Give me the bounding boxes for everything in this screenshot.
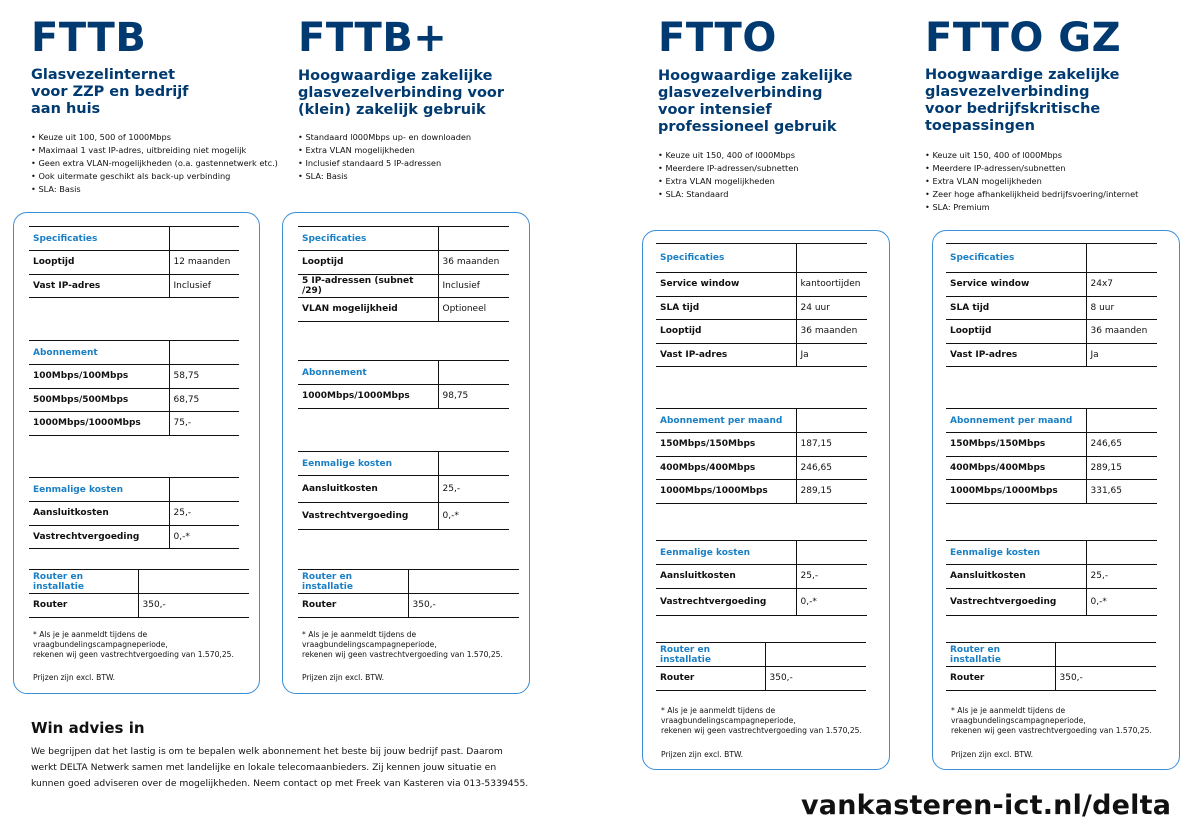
router-table: Router en installatie Router 350,- xyxy=(946,642,1156,691)
specs-table: Specificaties Looptijd 12 maanden Vast IP-adres Inclusief xyxy=(29,226,239,298)
feature-item: • Keuze uit 100, 500 of 1000Mbps xyxy=(31,131,278,144)
feature-item: • SLA: Basis xyxy=(31,183,278,196)
feature-item: • Keuze uit 150, 400 of l000Mbps xyxy=(925,149,1138,162)
product-title: FTTO GZ xyxy=(925,15,1122,61)
feature-list xyxy=(298,131,471,183)
feature-item: • Keuze uit 150, 400 of l000Mbps xyxy=(658,149,798,162)
product-subtitle: Glasvezelinternet voor ZZP en bedrijf aan huis xyxy=(31,67,189,117)
one-time-costs-table: Eenmalige kosten Aansluitkosten 25,- Vastrechtvergoeding 0,-* xyxy=(298,451,509,530)
product-subtitle: Hoogwaardige zakelijke glasvezelverbinding voor intensief professioneel gebruik xyxy=(658,68,853,135)
footnote: * Als je je aanmeldt tijdens de vraagbundelingscampagneperiode, rekenen wij geen vastrechtvergoeding van 1.570,25. xyxy=(302,630,503,659)
feature-item: • Ook uitermate geschikt als back-up verbinding xyxy=(31,170,278,183)
feature-item: • SLA: Premium xyxy=(925,201,1138,214)
feature-list xyxy=(658,149,798,201)
product-title: FTTB xyxy=(31,15,147,61)
specs-table: Specificaties Looptijd 36 maanden 5 IP-adressen (subnet /29) Inclusief VLAN mogelijkheid Optioneel xyxy=(298,226,509,322)
vat-note: Prijzen zijn excl. BTW. xyxy=(33,673,116,682)
product-title: FTTO xyxy=(658,15,777,61)
vat-note: Prijzen zijn excl. BTW. xyxy=(951,750,1034,759)
router-table: Router en installatie Router 350,- xyxy=(29,569,249,618)
subscription-table: Abonnement 1000Mbps/1000Mbps 98,75 xyxy=(298,360,509,409)
feature-list xyxy=(925,149,1138,214)
vat-note: Prijzen zijn excl. BTW. xyxy=(302,673,385,682)
footnote: * Als je je aanmeldt tijdens de vraagbundelingscampagneperiode, rekenen wij geen vastrechtvergoeding van 1.570,25. xyxy=(951,706,1152,735)
router-table: Router en installatie Router 350,- xyxy=(656,642,866,691)
feature-item: • Extra VLAN mogelijkheden xyxy=(925,175,1138,188)
product-subtitle: Hoogwaardige zakelijke glasvezelverbinding voor (klein) zakelijk gebruik xyxy=(298,68,505,118)
product-title: FTTB+ xyxy=(298,15,448,61)
specs-table: Specificaties Service window 24x7 SLA tijd 8 uur Looptijd 36 maanden Vast IP-adres Ja xyxy=(946,243,1157,367)
feature-item: • Extra VLAN mogelijkheden xyxy=(658,175,798,188)
one-time-costs-table: Eenmalige kosten Aansluitkosten 25,- Vastrechtvergoeding 0,-* xyxy=(656,540,867,616)
feature-item: • Meerdere IP-adressen/subnetten xyxy=(925,162,1138,175)
website-url[interactable]: vankasteren-ict.nl/delta xyxy=(801,790,1172,821)
vat-note: Prijzen zijn excl. BTW. xyxy=(661,750,744,759)
feature-item: • SLA: Basis xyxy=(298,170,471,183)
subscription-table: Abonnement 100Mbps/100Mbps 58,75 500Mbps/500Mbps 68,75 1000Mbps/1000Mbps 75,- xyxy=(29,340,239,436)
feature-item: • Inclusief standaard 5 IP-adressen xyxy=(298,157,471,170)
feature-list xyxy=(31,131,278,196)
feature-item: • Extra VLAN mogelijkheden xyxy=(298,144,471,157)
subscription-table: Abonnement per maand 150Mbps/150Mbps 246,65 400Mbps/400Mbps 289,15 1000Mbps/1000Mbps 331,65 xyxy=(946,408,1157,504)
feature-item: • Maximaal 1 vast IP-adres, uitbreiding niet mogelijk xyxy=(31,144,278,157)
one-time-costs-table: Eenmalige kosten Aansluitkosten 25,- Vastrechtvergoeding 0,-* xyxy=(946,540,1157,616)
router-table: Router en installatie Router 350,- xyxy=(298,569,519,618)
feature-item: • Meerdere IP-adressen/subnetten xyxy=(658,162,798,175)
footnote: * Als je je aanmeldt tijdens de vraagbundelingscampagneperiode, rekenen wij geen vastrechtvergoeding van 1.570,25. xyxy=(33,630,234,659)
feature-item: • Zeer hoge afhankelijkheid bedrijfsvoering/internet xyxy=(925,188,1138,201)
footnote: * Als je je aanmeldt tijdens de vraagbundelingscampagneperiode, rekenen wij geen vastrechtvergoeding van 1.570,25. xyxy=(661,706,862,735)
one-time-costs-table: Eenmalige kosten Aansluitkosten 25,- Vastrechtvergoeding 0,-* xyxy=(29,477,239,549)
product-subtitle: Hoogwaardige zakelijke glasvezelverbinding voor bedrijfskritische toepassingen xyxy=(925,67,1120,134)
feature-item: • Standaard l000Mbps up- en downloaden xyxy=(298,131,471,144)
subscription-table: Abonnement per maand 150Mbps/150Mbps 187,15 400Mbps/400Mbps 246,65 1000Mbps/1000Mbps 289,15 xyxy=(656,408,867,504)
specs-table: Specificaties Service window kantoortijden SLA tijd 24 uur Looptijd 36 maanden Vast IP-adres Ja xyxy=(656,243,867,367)
feature-item: • SLA: Standaard xyxy=(658,188,798,201)
advice-text: We begrijpen dat het lastig is om te bepalen welk abonnement het beste bij jouw bedrijf past. Daarom werkt DELTA Netwerk samen met landelijke en lokale telecomaanbieders. Zij kennen jouw situatie en kunnen goed adviseren over de mogelijkheden. Neem contact op met Freek van Kasteren via 013-5339455. xyxy=(31,746,529,789)
feature-item: • Geen extra VLAN-mogelijkheden (o.a. gastennetwerk etc.) xyxy=(31,157,278,170)
advice-heading: Win advies in xyxy=(31,719,145,737)
